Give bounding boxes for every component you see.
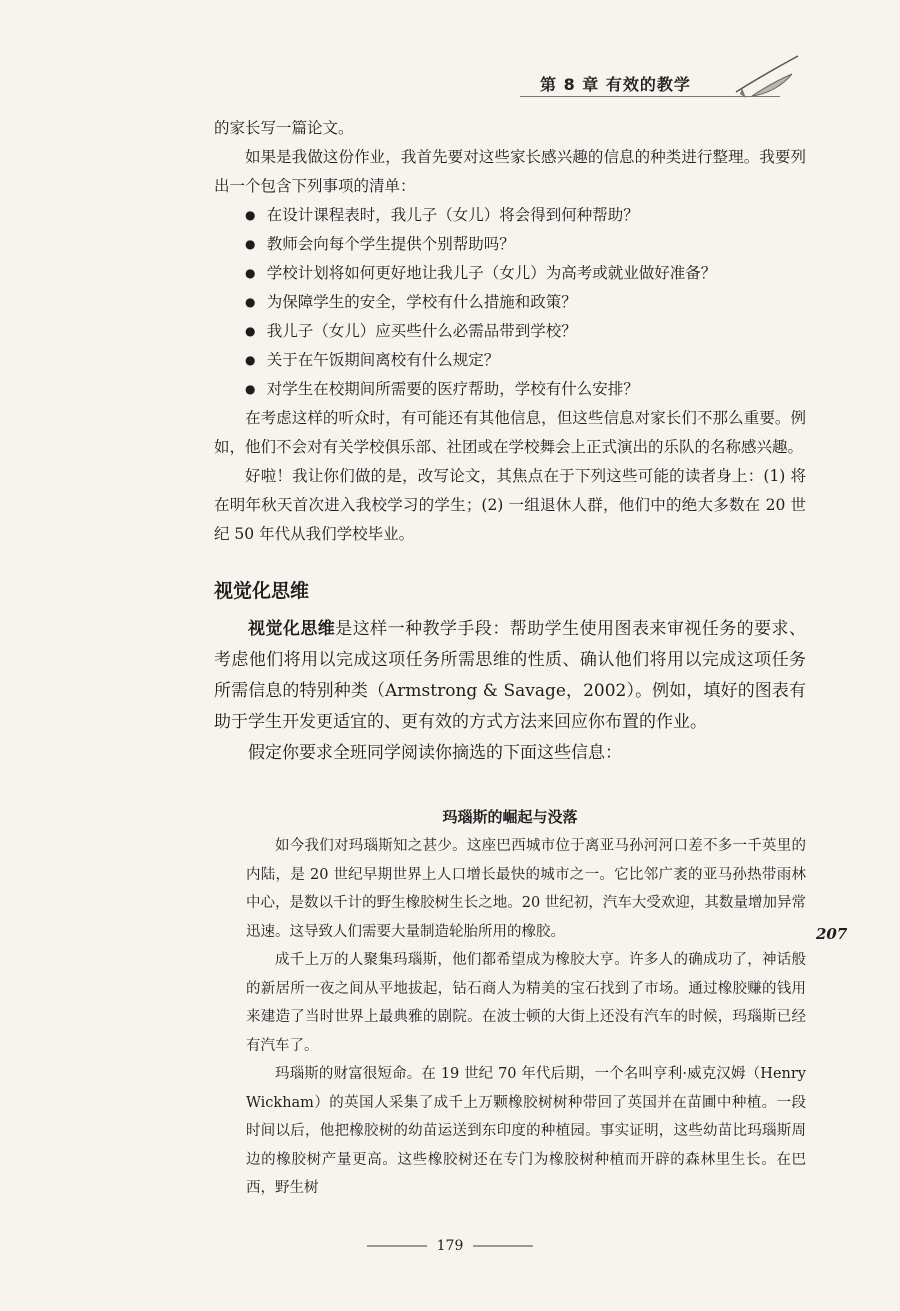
quill-icon xyxy=(732,52,802,100)
chapter-header: 第 8 章 有效的教学 xyxy=(540,75,691,94)
paragraph xyxy=(214,614,806,738)
list-item: ● 为保障学生的安全，学校有什么措施和政策？ xyxy=(245,288,806,317)
footer-ornament xyxy=(473,1245,533,1247)
list-item: ● 我儿子（女儿）应买些什么必需品带到学校？ xyxy=(245,317,806,346)
page-number: 179 xyxy=(436,1238,464,1254)
list-item: ● 关于在午饭期间离校有什么规定？ xyxy=(245,346,806,375)
footer-ornament xyxy=(367,1245,427,1247)
list-item: ● 在设计课程表时，我儿子（女儿）将会得到何种帮助？ xyxy=(245,201,806,230)
excerpt-title: 玛瑙斯的崛起与没落 xyxy=(442,808,578,826)
checklist xyxy=(214,201,806,404)
paragraph: 假定你要求全班同学阅读你摘选的下面这些信息： xyxy=(248,743,622,763)
list-item: ● 对学生在校期间所需要的医疗帮助，学校有什么安排？ xyxy=(245,375,806,404)
paragraph: 在考虑这样的听众时，有可能还有其他信息，但这些信息对家长们不那么重要。例如，他们不会对有关学校俱乐部、社团或在学校舞会上正式演出的乐队的名称感兴趣。 xyxy=(214,409,806,456)
excerpt xyxy=(246,832,806,1203)
key-term: 视觉化思维 xyxy=(248,619,336,639)
list-item: ● 学校计划将如何更好地让我儿子（女儿）为高考或就业做好准备？ xyxy=(245,259,806,288)
paragraph: 好啦！我让你们做的是，改写论文，其焦点在于下列这些可能的读者身上：(1) 将在明年秋天首次进入我校学习的学生；(2) 一组退休人群，他们中的绝大多数在 20 世纪 50 年代从我们学校毕业。 xyxy=(214,467,806,543)
paragraph-text: 是这样一种教学手段：帮助学生使用图表来审视任务的要求、考虑他们将用以完成这项任务所需思维的性质、确认他们将用以完成这项任务所需信息的特别种类（Armstrong & Savage，2002）。例如，填好的图表有助于学生开发更适宜的、更有效的方式方法来回应你布置的作业。 xyxy=(214,619,807,732)
paragraph: 如今我们对玛瑙斯知之甚少。这座巴西城市位于离亚马孙河河口差不多一千英里的内陆，是 20 世纪早期世界上人口增长最快的城市之一。它比邻广袤的亚马孙热带雨林中心，是数以千计的野生橡胶树生长之地。20 世纪初，汽车大受欢迎，其数量增加异常迅速。这导致人们需要大量制造轮胎所用的橡胶。 xyxy=(246,838,806,940)
paragraph: 玛瑙斯的财富很短命。在 19 世纪 70 年代后期，一个名叫亨利·威克汉姆（Henry Wickham）的英国人采集了成千上万颗橡胶树树种带回了英国并在苗圃中种植。一段时间以后，他把橡胶树的幼苗运送到东印度的种植园。事实证明，这些幼苗比玛瑙斯周边的橡胶树产量更高。这些橡胶树还在专门为橡胶树种植而开辟的森林里生长。在巴西，野生树 xyxy=(246,1066,806,1196)
page-body xyxy=(214,114,806,1203)
list-item: ● 教师会向每个学生提供个别帮助吗？ xyxy=(245,230,806,259)
page-footer xyxy=(0,1238,900,1254)
section-title: 视觉化思维 xyxy=(214,580,310,602)
paragraph: 的家长写一篇论文。 xyxy=(214,119,354,137)
paragraph: 如果是我做这份作业，我首先要对这些家长感兴趣的信息的种类进行整理。我要列出一个包含下列事项的清单： xyxy=(214,148,806,195)
paragraph: 成千上万的人聚集玛瑙斯，他们都希望成为橡胶大亨。许多人的确成功了，神话般的新居所一夜之间从平地拔起，钻石商人为精美的宝石找到了市场。通过橡胶赚的钱用来建造了当时世界上最典雅的剧院。在波士顿的大街上还没有汽车的时候，玛瑙斯已经有汽车了。 xyxy=(246,952,806,1054)
side-page-number: 207 xyxy=(816,925,848,943)
